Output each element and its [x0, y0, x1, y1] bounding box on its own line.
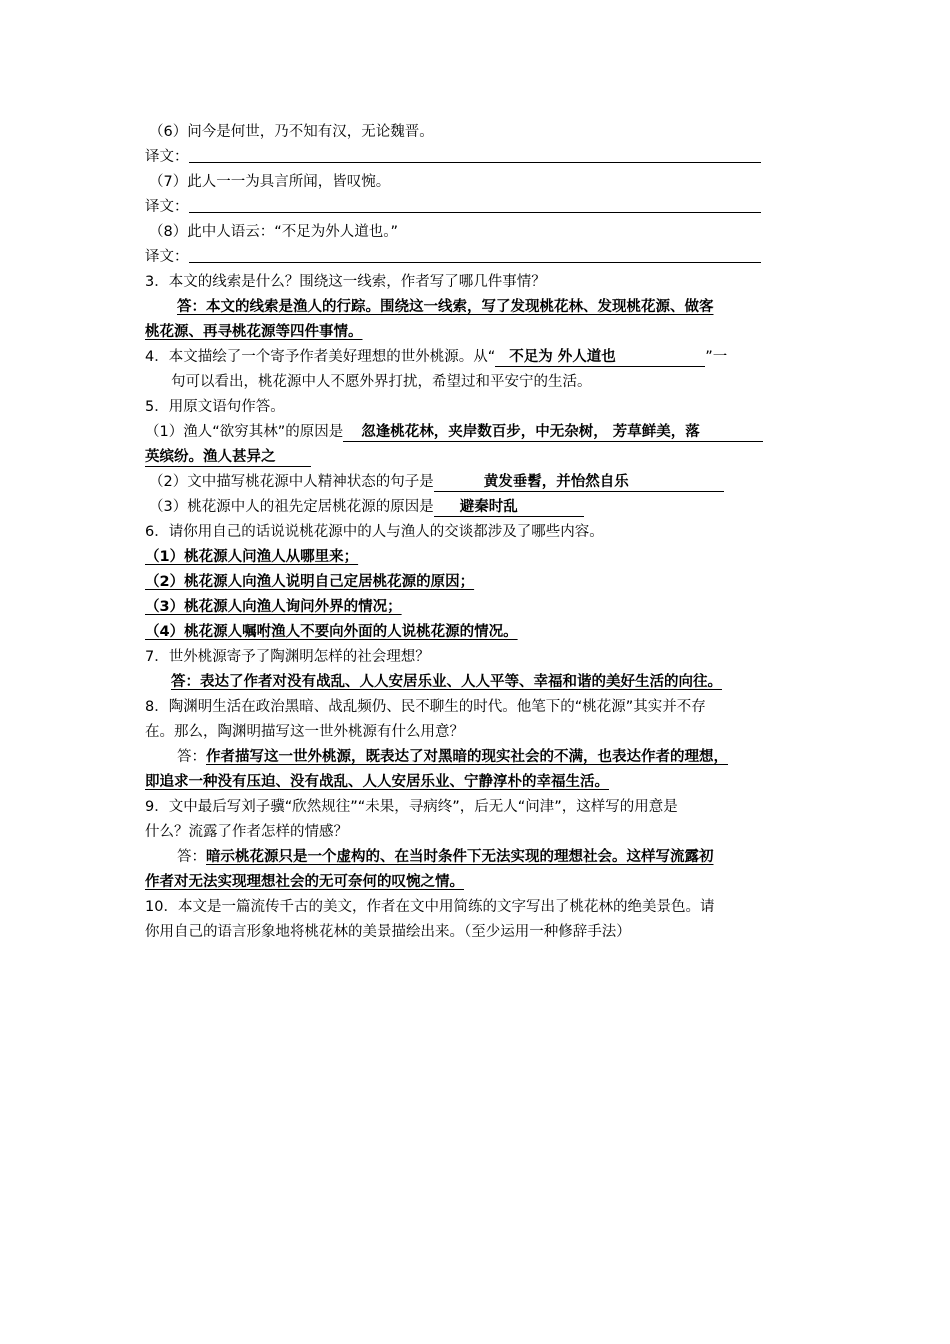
question-6: 6．请你用自己的话说说桃花源中的人与渔人的交谈都涉及了哪些内容。 — [145, 524, 604, 540]
answer-6-item-4: （4）桃花源人嘱咐渔人不要向外面的人说桃花源的情况。 — [145, 624, 518, 640]
sentence-8: （8）此中人语云：“不足为外人道也。” — [149, 224, 398, 240]
question-10-line-1: 10．本文是一篇流传千古的美文，作者在文中用简练的文字写出了桃花林的绝美景色。请 — [145, 899, 715, 915]
question-4-line-2: 句可以看出，桃花源中人不愿外界打扰，希望过和平安宁的生活。 — [171, 374, 592, 390]
answer-6-item-3: （3）桃花源人向渔人询问外界的情况； — [145, 599, 402, 615]
translation-line-6: 译文： — [145, 145, 810, 170]
question-5: 5．用原文语句作答。 — [145, 399, 285, 415]
question-5-part-1: （1）渔人“欲穷其林”的原因是 忽逢桃花林，夹岸数百步，中无杂树， 芳草鲜美，落 — [145, 420, 810, 445]
translation-line-7: 译文： — [145, 195, 810, 220]
question-9-line-2: 什么？流露了作者怎样的情感？ — [145, 824, 348, 840]
translation-blank-8[interactable] — [189, 246, 761, 263]
question-5-part-2: （2）文中描写桃花源中人精神状态的句子是 黄发垂髫，并怡然自乐 — [145, 470, 810, 495]
sentence-6: （6）问今是何世，乃不知有汉，无论魏晋。 — [149, 124, 434, 140]
answer-8-line-1: 答：作者描写这一世外桃源，既表达了对黑暗的现实社会的不满，也表达作者的理想， — [177, 749, 728, 765]
question-3: 3．本文的线索是什么？围绕这一线索，作者写了哪几件事情？ — [145, 274, 546, 290]
answer-9-line-1: 答：暗示桃花源只是一个虚构的、在当时条件下无法实现的理想社会。这样写流露初 — [177, 849, 714, 865]
translation-blank-6[interactable] — [189, 146, 761, 163]
answer-7: 答：表达了作者对没有战乱、人人安居乐业、人人平等、幸福和谐的美好生活的向往。 — [171, 674, 722, 690]
answer-6-item-2: （2）桃花源人向渔人说明自己定居桃花源的原因； — [145, 574, 475, 590]
answer-3-line-2: 桃花源、再寻桃花源等四件事情。 — [145, 324, 363, 340]
answer-6-item-1: （1）桃花源人问渔人从哪里来； — [145, 549, 359, 565]
worksheet-page — [145, 120, 810, 945]
answer-5-2-fill: 黄发垂髫，并怡然自乐 — [434, 473, 724, 492]
answer-5-1-fill-2: 英缤纷。渔人甚异之 — [145, 448, 311, 467]
answer-3-line-1: 答：本文的线索是渔人的行踪。围绕这一线索，写了发现桃花林、发现桃花源、做客 — [177, 299, 714, 315]
answer-5-1-fill: 忽逢桃花林，夹岸数百步，中无杂树， 芳草鲜美，落 — [343, 423, 763, 442]
question-8-line-2: 在。那么，陶渊明描写这一世外桃源有什么用意？ — [145, 724, 464, 740]
answer-8-line-2: 即追求一种没有压迫、没有战乱、人人安居乐业、宁静淳朴的幸福生活。 — [145, 774, 609, 790]
answer-9-line-2: 作者对无法实现理想社会的无可奈何的叹惋之情。 — [145, 874, 464, 890]
question-9-line-1: 9．文中最后写刘子骥“欣然规往”“未果，寻病终”，后无人“问津”，这样写的用意是 — [145, 799, 678, 815]
answer-5-3-fill: 避秦时乱 — [434, 498, 584, 517]
question-4: 4．本文描绘了一个寄予作者美好理想的世外桃源。从“ 不足为 外人道也 ”一 — [145, 349, 728, 365]
question-10-line-2: 你用自己的语言形象地将桃花林的美景描绘出来。（至少运用一种修辞手法） — [145, 924, 631, 940]
translation-blank-7[interactable] — [189, 196, 761, 213]
answer-4-fill: 不足为 外人道也 — [495, 348, 705, 367]
sentence-7: （7）此人一一为具言所闻，皆叹惋。 — [149, 174, 391, 190]
question-5-part-3: （3）桃花源中人的祖先定居桃花源的原因是 避秦时乱 — [145, 495, 810, 520]
question-7: 7．世外桃源寄予了陶渊明怎样的社会理想？ — [145, 649, 430, 665]
question-5-part-1-line-2 — [145, 445, 810, 470]
question-8-line-1: 8．陶渊明生活在政治黑暗、战乱频仍、民不聊生的时代。他笔下的“桃花源”其实并不存 — [145, 699, 706, 715]
translation-line-8: 译文： — [145, 245, 810, 270]
